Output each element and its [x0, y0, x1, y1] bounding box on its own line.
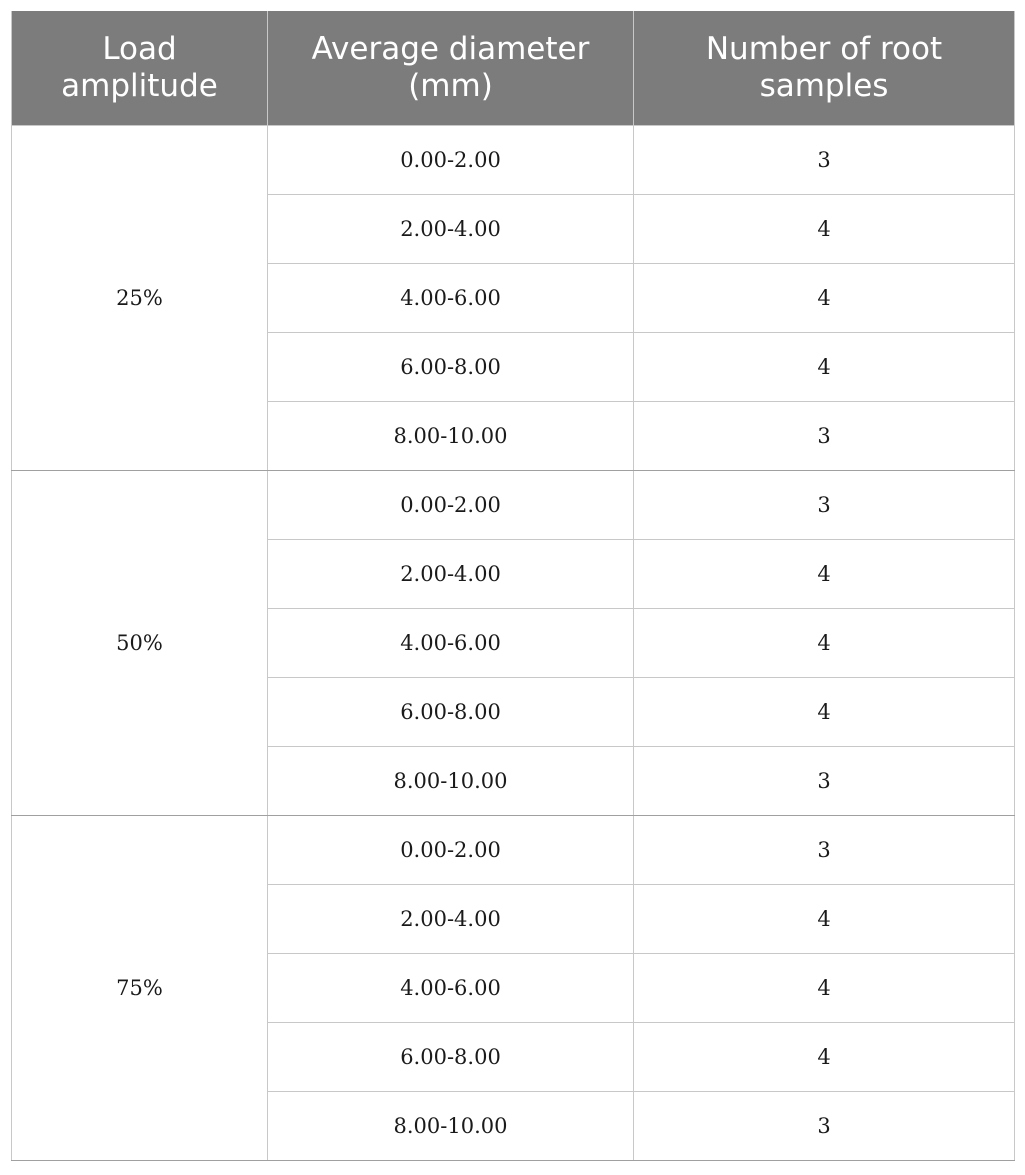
table-body [12, 126, 1015, 1161]
header-average-diameter: Average diameter (mm) [268, 11, 634, 126]
diameter-cell: 8.00-10.00 [268, 402, 634, 471]
samples-cell: 3 [634, 402, 1015, 471]
table-row [12, 126, 1015, 195]
header-row [12, 11, 1015, 126]
diameter-cell: 0.00-2.00 [268, 126, 634, 195]
table-row [12, 816, 1015, 885]
samples-cell: 3 [634, 1092, 1015, 1161]
diameter-cell: 2.00-4.00 [268, 195, 634, 264]
diameter-cell: 0.00-2.00 [268, 471, 634, 540]
samples-cell: 4 [634, 1023, 1015, 1092]
samples-cell: 3 [634, 747, 1015, 816]
samples-cell: 3 [634, 816, 1015, 885]
samples-cell: 4 [634, 264, 1015, 333]
samples-cell: 4 [634, 885, 1015, 954]
load-amplitude-cell: 25% [12, 126, 268, 471]
samples-cell: 3 [634, 126, 1015, 195]
diameter-cell: 0.00-2.00 [268, 816, 634, 885]
samples-cell: 4 [634, 333, 1015, 402]
samples-cell: 3 [634, 471, 1015, 540]
diameter-cell: 6.00-8.00 [268, 333, 634, 402]
diameter-cell: 2.00-4.00 [268, 540, 634, 609]
diameter-cell: 8.00-10.00 [268, 1092, 634, 1161]
header-number-of-samples: Number of root samples [634, 11, 1015, 126]
header-load-amplitude: Load amplitude [12, 11, 268, 126]
diameter-cell: 2.00-4.00 [268, 885, 634, 954]
diameter-cell: 4.00-6.00 [268, 609, 634, 678]
diameter-cell: 4.00-6.00 [268, 954, 634, 1023]
samples-cell: 4 [634, 540, 1015, 609]
table-header [12, 11, 1015, 126]
root-samples-table [11, 11, 1015, 1161]
samples-cell: 4 [634, 609, 1015, 678]
diameter-cell: 4.00-6.00 [268, 264, 634, 333]
data-table-container [11, 11, 1014, 1161]
diameter-cell: 6.00-8.00 [268, 1023, 634, 1092]
table-row [12, 471, 1015, 540]
samples-cell: 4 [634, 954, 1015, 1023]
diameter-cell: 6.00-8.00 [268, 678, 634, 747]
samples-cell: 4 [634, 195, 1015, 264]
load-amplitude-cell: 50% [12, 471, 268, 816]
diameter-cell: 8.00-10.00 [268, 747, 634, 816]
load-amplitude-cell: 75% [12, 816, 268, 1161]
samples-cell: 4 [634, 678, 1015, 747]
